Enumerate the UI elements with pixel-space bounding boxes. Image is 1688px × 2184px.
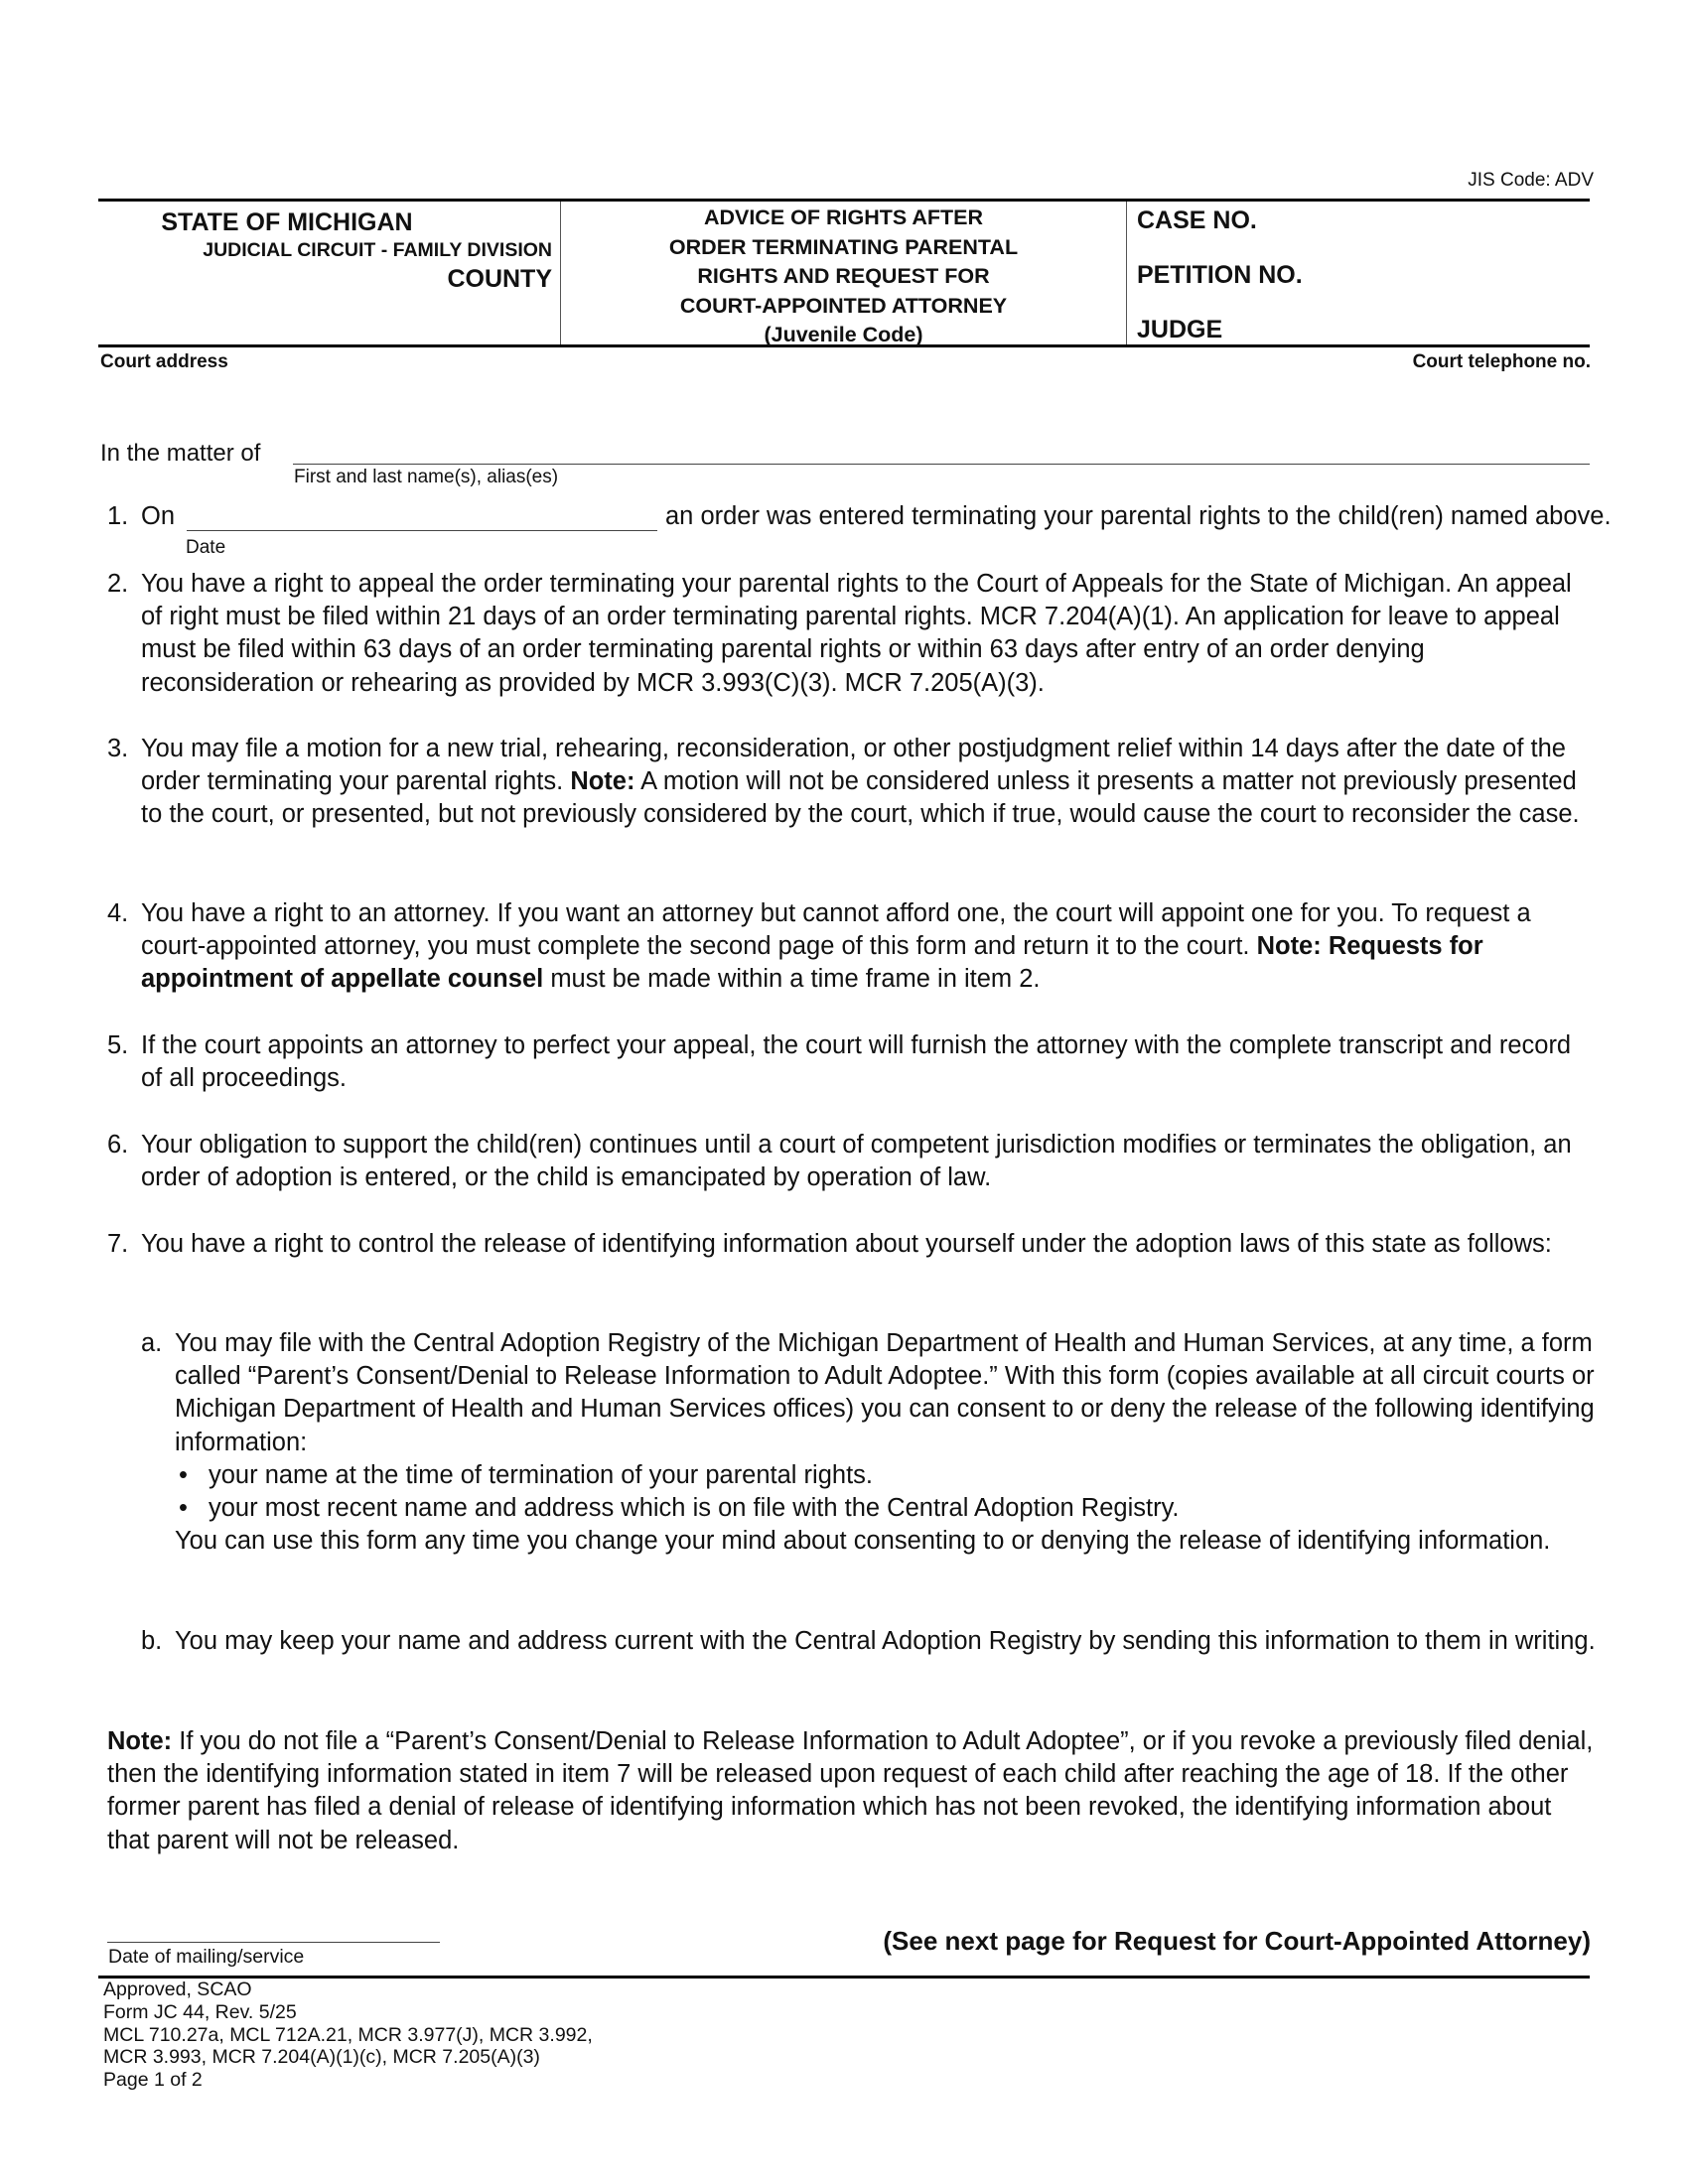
form-title-line: ORDER TERMINATING PARENTAL: [668, 234, 1019, 259]
item-1-text: an order was entered terminating your parental rights to the child(ren) named above.: [665, 502, 1612, 530]
item-2: [107, 568, 1597, 700]
footer-line: MCL 710.27a, MCL 712A.21, MCR 3.977(J), MCR 3.992,: [103, 2023, 593, 2046]
item-2-text: You have a right to appeal the order terminating your parental rights to the Court of Appeals for the State of Michigan. An appeal of right must be filed within 21 days of an order terminating parental rights. MCR 7.204(A)(1). An application for leave to appeal must be filed within 63 days of an order terminating parental rights or within 63 days after entry of an order denying reconsideration or rehearing as provided by MCR 3.993(C)(3). MCR 7.205(A)(3).: [141, 570, 1572, 697]
item-4-note: Note: Requests for appointment of appellate counsel: [141, 932, 1483, 994]
item-number: 6.: [107, 1131, 129, 1159]
court-block: [98, 202, 561, 344]
footer-line: Form JC 44, Rev. 5/25: [103, 2000, 297, 2023]
item-4-text-cont: must be made within a time frame in item 2.: [550, 965, 1041, 994]
item-4: [107, 897, 1597, 997]
see-next-page-note: (See next page for Request for Court-Appointed Attorney): [883, 1926, 1591, 1956]
case-no-field[interactable]: CASE NO.: [1137, 206, 1257, 234]
termination-date-field[interactable]: [187, 530, 657, 531]
item-number: 7.: [107, 1230, 129, 1258]
item-1-on: On: [141, 502, 176, 530]
mailing-date-caption: Date of mailing/service: [108, 1946, 305, 1968]
item-5-text: If the court appoints an attorney to perfect your appeal, the court will furnish the attorney with the complete transcript and record of all proceedings.: [141, 1031, 1572, 1093]
court-address-label: Court address: [100, 351, 228, 372]
item-number: 5.: [107, 1031, 129, 1059]
petition-no-field[interactable]: PETITION NO.: [1137, 261, 1303, 289]
item-letter: b.: [141, 1627, 163, 1655]
form-footer: [103, 1979, 593, 2092]
item-3-text-cont: A motion will not be considered unless it presents a matter not previously presented to the court, or presented, but not previously considered by the court, which if true, would cause the court to reconsider the case.: [141, 767, 1580, 829]
item-4-text: You have a right to an attorney. If you want an attorney but cannot afford one, the court will appoint one for you. To request a court-appointed attorney, you must complete the second page of this form and return it to the court.: [141, 899, 1531, 961]
item-1: [107, 500, 1612, 560]
matter-name-caption: First and last name(s), alias(es): [294, 467, 559, 487]
item-5: [107, 1029, 1597, 1095]
item-7a-closing: You can use this form any time you change your mind about consenting to or denying the release of identifying information.: [175, 1527, 1551, 1556]
item-letter: a.: [141, 1329, 163, 1357]
item-number: 2.: [107, 570, 129, 598]
item-number: 4.: [107, 899, 129, 927]
court-telephone-label: Court telephone no.: [1412, 351, 1591, 372]
item-7a-text: You may file with the Central Adoption Registry of the Michigan Department of Health and Human Services, at any time, a form called “Parent’s Consent/Denial to Release Information to Adult Adoptee.” With this form (copies available at all circuit courts or Michigan Department of Health and Human Services offices) you can consent to or deny the release of the following identifying information:: [175, 1329, 1595, 1456]
form-title-line: ADVICE OF RIGHTS AFTER: [703, 205, 984, 229]
item-number: 1.: [107, 502, 129, 530]
item-3: [107, 733, 1597, 832]
form-header: [98, 199, 1590, 347]
county-label: COUNTY: [447, 265, 552, 293]
release-note: [107, 1725, 1599, 1857]
mailing-date-field[interactable]: [107, 1942, 440, 1943]
form-title-line: RIGHTS AND REQUEST FOR: [697, 264, 990, 288]
item-3-note: Note:: [570, 767, 635, 796]
item-number: 3.: [107, 735, 129, 762]
matter-label: In the matter of: [100, 440, 261, 467]
item-7a-body: [175, 1327, 1597, 1558]
item-6-text: Your obligation to support the child(ren) continues until a court of competent jurisdiction modifies or terminates the obligation, an order of adoption is entered, or the child is emancipated by operation of law.: [141, 1131, 1572, 1192]
item-3-body: [141, 733, 1597, 832]
state-name: STATE OF MICHIGAN: [161, 208, 413, 236]
item-7b: [141, 1625, 1597, 1658]
item-4-body: [141, 897, 1597, 997]
item-6: [107, 1129, 1597, 1194]
item-7a: [141, 1327, 1597, 1558]
page-number: Page 1 of 2: [103, 2069, 203, 2092]
bullet-item: • your name at the time of termination of your parental rights.: [175, 1459, 1597, 1492]
note-text: If you do not file a “Parent’s Consent/Denial to Release Information to Adult Adoptee”, or if you revoke a previously filed denial, then the identifying information stated in item 7 will be released upon request of each child after reaching the age of 18. If the other former parent has filed a denial of release of identifying information which has not been revoked, the identifying information about that parent will not be released.: [107, 1727, 1594, 1854]
footer-line: MCR 3.993, MCR 7.204(A)(1)(c), MCR 7.205(A)(3): [103, 2046, 540, 2069]
form-title: [561, 202, 1127, 344]
court-division: JUDICIAL CIRCUIT - FAMILY DIVISION: [203, 239, 552, 261]
jis-code: JIS Code: ADV: [1468, 170, 1594, 191]
note-label: Note:: [107, 1727, 173, 1755]
date-caption: Date: [186, 537, 226, 558]
form-title-line: (Juvenile Code): [764, 323, 923, 346]
judge-field[interactable]: JUDGE: [1137, 316, 1223, 343]
item-3-text: You may file a motion for a new trial, rehearing, reconsideration, or other postjudgment relief within 14 days after the date of the order terminating your parental rights.: [141, 735, 1566, 796]
form-title-line: COURT-APPOINTED ATTORNEY: [679, 293, 1008, 318]
case-block: [1127, 202, 1590, 344]
item-7-text: You have a right to control the release of identifying information about yourself under the adoption laws of this state as follows:: [141, 1230, 1552, 1258]
item-7b-text: You may keep your name and address current with the Central Adoption Registry by sending this information to them in writing.: [175, 1627, 1596, 1655]
item-7: [107, 1228, 1597, 1261]
matter-name-field[interactable]: [293, 464, 1590, 465]
footer-line: Approved, SCAO: [103, 1979, 252, 2000]
bullet-item: • your most recent name and address which is on file with the Central Adoption Registry.: [175, 1492, 1597, 1525]
